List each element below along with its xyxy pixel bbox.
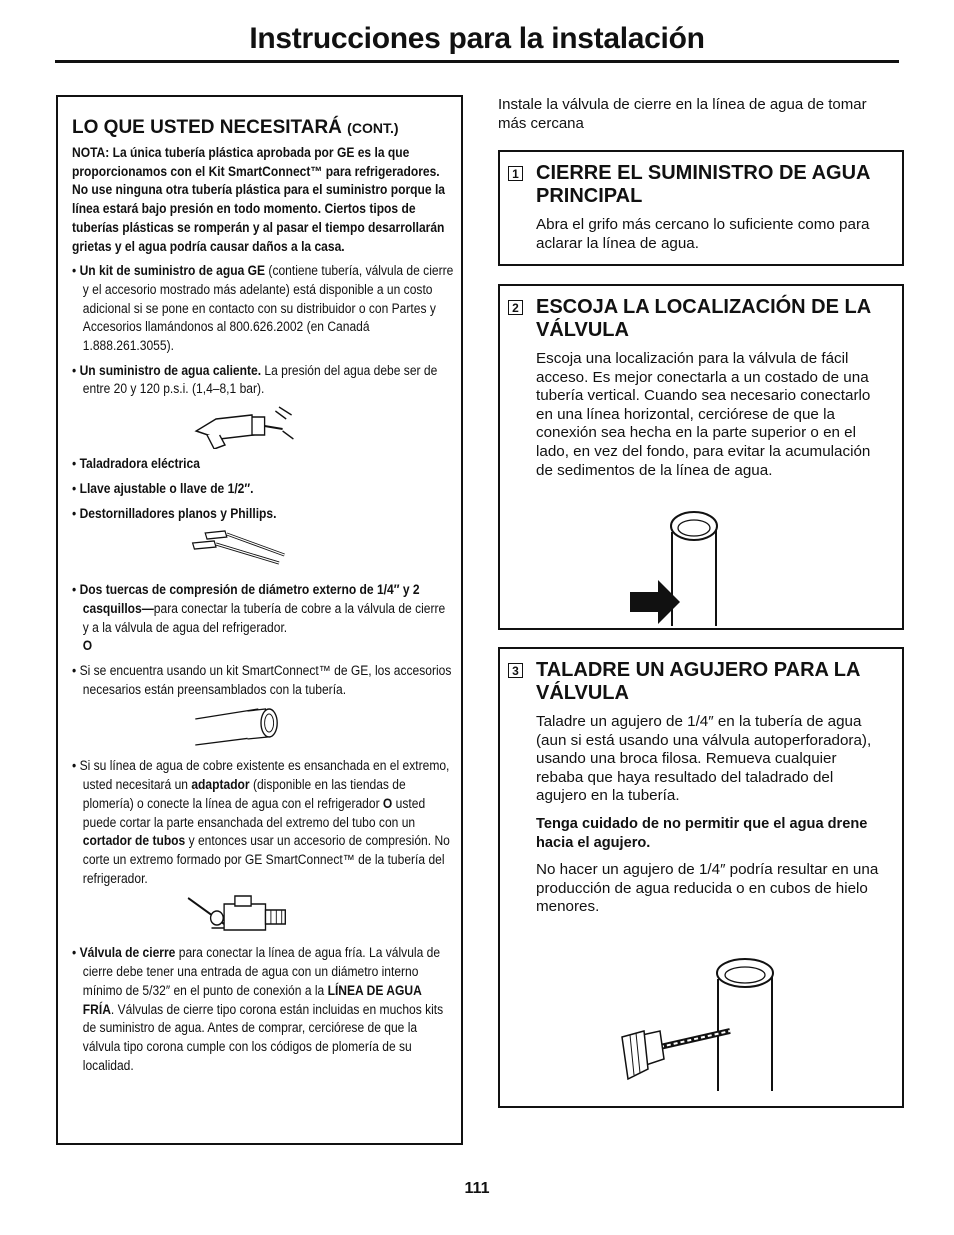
requirements-list [72,144,455,1075]
drill-pipe-illustration [620,955,840,1095]
screwdrivers-illustration [72,529,455,575]
title-rule [55,60,899,63]
plastic-tubing-note: NOTA: La única tubería plástica aprobada por GE es la que proporcionamos con el Kit SmartConnect™ para refrigeradores. No use ninguna otra tubería plástica para el suministro porque la línea estará bajo presión en todo momento. Ciertos tipos de tuberías plásticas se romperán y al pasar el tiempo desarrollarán grietas y el agua podría causar daños a la casa. [72,145,446,254]
step-2-number: 2 [508,300,523,315]
tube-end-illustration [72,705,455,751]
step-3-number: 3 [508,663,523,678]
step-3-instructions: Taladre un agujero de 1/4″ en la tubería de agua (aun si está usando una válvula autoperforadora), usando una broca filosa. Remueva cualquier rebaba que haya resultado del taladrado del agujero en la tubería. [536,713,872,805]
list-item-screwdrivers: • Destornilladores planos y Phillips. [72,505,277,521]
list-item-nuts: • Dos tuercas de compresión de diámetro externo de 1/4″ y 2 casquillos—para conectar la tubería de cobre a la válvula de cierre y a la válvula de agua del refrigerador. O [72,582,446,654]
list-item-smartconnect: • Si se encuentra usando un kit SmartConnect™ de GE, los accesorios necesarios están preensamblados con la tubería. [72,663,452,697]
step-2-body: Escoja una localización para la válvula de fácil acceso. Es mejor conectarla a un costado de una tubería vertical. Cuando sea necesario conectarlo en una línea horizontal, cerciórese de que la conexión sea hecha en la parte superior o en el lado, en vez del fondo, para evitar la acumulación de sedimentos de la línea de agua. [536,350,871,479]
shutoff-valve-illustration [72,894,455,938]
step-1 [498,150,904,266]
requirements-heading [72,117,447,139]
step-1-header [508,162,888,208]
step-3-warning: Tenga cuidado de no permitir que el agua drene hacia el agujero. [536,815,868,851]
step-3-title: TALADRE UN AGUJERO PARA LA VÁLVULA [536,659,860,704]
or-label: O [82,638,93,654]
step-1-body: Abra el grifo más cercano lo suficiente como para aclarar la línea de agua. [536,216,870,252]
step-1-number: 1 [508,166,523,181]
list-item-kit: • Un kit de suministro de agua GE (contiene tubería, válvula de cierre y el accesorio mostrado más adelante) está disponible a un costo adicional si se pone en contacto con su distribuidor o con Partes y Accesorios llamándonos al 800.626.2002 (en Canadá 1.888.261.3055). [72,263,454,354]
step-3-header [508,659,888,705]
list-item-wrench: • Llave ajustable o llave de 1/2″. [72,480,254,496]
step-2-title: ESCOJA LA LOCALIZACIÓN DE LA VÁLVULA [536,296,871,341]
step-3-note: No hacer un agujero de 1/4″ podría resultar en una producción de agua reducida o en cubos de hielo menores. [536,861,879,916]
page-title: Instrucciones para la instalación [249,22,705,55]
step-2 [498,284,904,630]
requirements-heading-cont: (CONT.) [347,120,399,136]
requirements-heading-text: LO QUE USTED NECESITARÁ [72,117,342,138]
list-item-drill: • Taladradora eléctrica [72,456,200,472]
step-3-body [536,713,888,917]
list-item-water-supply: • Un suministro de agua caliente. La presión del agua debe ser de entre 20 y 120 p.s.i. (1,4–8,1 bar). [72,362,438,397]
install-intro: Instale la válvula de cierre en la línea de agua de tomar más cercana [498,96,867,132]
pipe-arrow-illustration [628,508,748,628]
step-3 [498,647,904,1108]
list-item-shutoff-valve: • Válvula de cierre para conectar la línea de agua fría. La válvula de cierre debe tener una entrada de agua con un diámetro interno mínimo de 5/32″ en el punto de conexión a la LÍNEA DE AGUA FRÍA. Válvulas de cierre tipo corona están incluidas en muchos kits de suministro de agua. Antes de comprar, cerciórese de que la válvula tipo corona cumple con los códigos de plomería de su localidad. [72,945,444,1073]
step-2-header [508,296,888,342]
step-1-title: CIERRE EL SUMINISTRO DE AGUA PRINCIPAL [536,162,870,207]
list-item-copper-line: • Si su línea de agua de cobre existente es ensanchada en el extremo, usted necesitará un adaptador (disponible en las tiendas de plomería) o conecte la línea de agua con el refrigerador O usted puede cortar la parte ensanchada del extremo del tubo con un cortador de tubos y entonces usar un accesorio de compresión. No corte un extremo formado por GE SmartConnect™ de la tubería del refrigerador. [72,758,450,886]
requirements-box [56,95,463,1145]
drill-illustration [72,405,455,449]
page-number: 111 [464,1180,490,1197]
